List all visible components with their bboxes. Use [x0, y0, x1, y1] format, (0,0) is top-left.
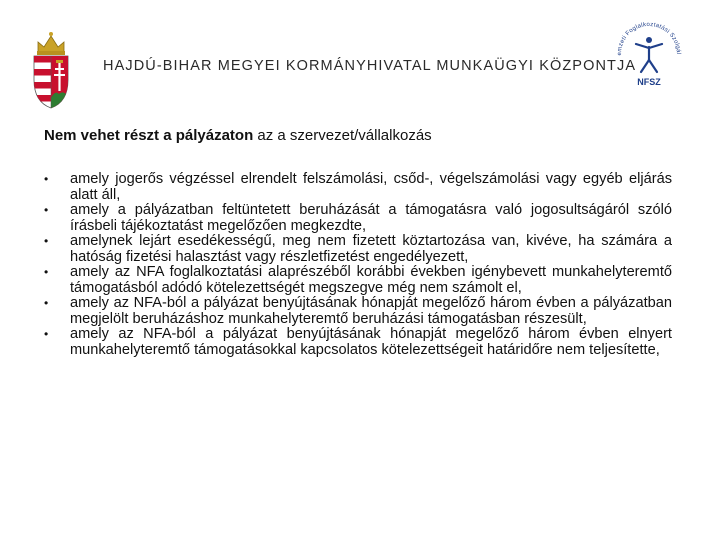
list-item: [44, 296, 672, 327]
person-figure-icon: [636, 37, 662, 72]
list-item: [44, 234, 672, 265]
list-item: [44, 172, 672, 203]
svg-text:Nemzeti Foglalkoztatási Szolgá: [608, 8, 681, 56]
list-item-text: amely a pályázatban feltüntetett beruházását a támogatásra való jogosultságáról szóló írásbeli tájékoztatást megelőzően megkezdte,: [70, 202, 672, 234]
organization-title: HAJDÚ-BIHAR MEGYEI KORMÁNYHIVATAL MUNKAÜGYI KÖZPONTJA: [103, 58, 637, 74]
bullet-icon: •: [44, 203, 49, 217]
list-item-text: amely az NFA-ból a pályázat benyújtásának hónapját megelőző három évben a pályázatban megjelölt beruházáshoz munkahelyteremtő beruházási támogatásban részesült,: [70, 295, 672, 327]
bullet-icon: •: [44, 234, 49, 248]
heading-rest: az a szervezet/vállalkozás: [253, 127, 432, 144]
list-item: [44, 265, 672, 296]
bullet-icon: •: [44, 296, 49, 310]
list-item: [44, 203, 672, 234]
hungarian-coat-of-arms-icon: [30, 30, 72, 110]
list-item-text: amely az NFA-ból a pályázat benyújtásának hónapját megelőző három évben elnyert munkahelyteremtő támogatásokkal kapcsolatos kötelezettségeit határidőre nem teljesítette,: [70, 326, 672, 358]
list-item: [44, 327, 672, 358]
bullet-icon: •: [44, 327, 49, 341]
nfsz-arc-text: Nemzeti Foglalkoztatási Szolgálat: [607, 8, 682, 56]
list-item-text: amely jogerős végzéssel elrendelt felszámolási, csőd-, végelszámolási vagy egyéb eljárás alatt áll,: [70, 171, 672, 203]
page-header: [0, 0, 720, 110]
list-item-text: amely az NFA foglalkoztatási alaprészéből korábbi években igénybevett munkahelyteremtő támogatásból adódó kötelezettségét megszegve még nem számolt el,: [70, 264, 672, 296]
page-heading: [44, 127, 432, 144]
bullet-icon: •: [44, 265, 49, 279]
bullet-icon: •: [44, 172, 49, 186]
list-item-text: amelynek lejárt esedékességű, meg nem fizetett köztartozása van, kivéve, ha számára a hatóság fizetési halasztást vagy részletfizetést engedélyezett,: [70, 233, 672, 265]
nfsz-logo: [607, 8, 688, 90]
exclusion-criteria-list: [44, 172, 672, 358]
nfsz-label: NFSZ: [637, 77, 661, 87]
heading-bold: Nem vehet részt a pályázaton: [44, 127, 254, 144]
